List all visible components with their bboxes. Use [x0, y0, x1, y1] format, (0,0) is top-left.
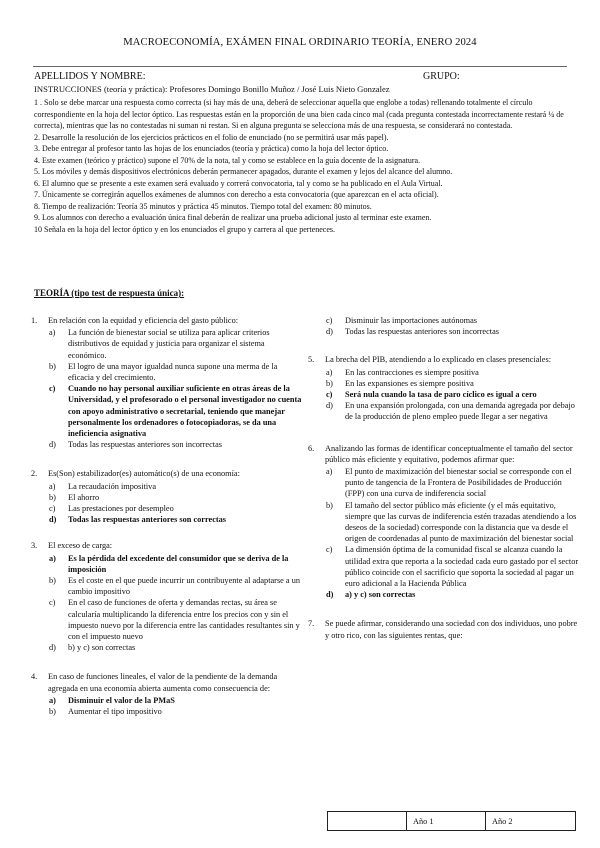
question-text: El exceso de carga: — [48, 541, 113, 551]
answer-option — [31, 481, 302, 492]
option-text: El ahorro — [68, 492, 100, 502]
answer-option — [308, 500, 580, 545]
option-letter: c) — [49, 598, 56, 608]
instructions-heading: INSTRUCCIONES (teoría y práctica): Profesores Domingo Bonillo Muñoz / José Luis Nieto Gonzalez — [34, 84, 390, 94]
answer-option — [308, 389, 580, 400]
option-text: Todas las respuestas anteriores son incorrectas — [68, 440, 223, 450]
answer-option — [308, 315, 580, 326]
question — [308, 618, 580, 640]
question-number: 4. — [31, 672, 38, 682]
option-letter: c) — [326, 316, 333, 325]
answer-option — [31, 597, 302, 642]
section-title: TEORÍA (tipo test de respuesta única): — [34, 288, 185, 298]
question-number: 7. — [308, 619, 315, 629]
answer-option — [31, 439, 302, 450]
question-text: En caso de funciones lineales, el valor de la pendiente de la demanda agregada en una economía abierta aumenta como consecuencia de: — [48, 672, 278, 693]
answer-option — [31, 503, 302, 514]
instruction-item: 9. Los alumnos con derecho a evaluación única final deberán de realizar una prueba adicional justo al terminar este examen. — [34, 213, 432, 222]
option-text: La recaudación impositiva — [68, 481, 157, 491]
answer-option — [31, 553, 302, 575]
question-text: Se puede afirmar, considerando una sociedad con dos individuos, uno pobre y otro rico, con las siguientes rentas, que: — [325, 619, 578, 640]
answer-option — [308, 589, 580, 600]
name-label: APELLIDOS Y NOMBRE: — [34, 71, 146, 82]
option-letter: b) — [326, 500, 333, 510]
option-letter: c) — [326, 390, 333, 400]
answer-option — [308, 367, 580, 378]
option-letter: d) — [326, 327, 333, 337]
option-text: b) y c) son correctas — [68, 643, 136, 653]
answer-option — [31, 361, 302, 383]
option-text: Todas las respuestas anteriores son incorrectas — [345, 327, 500, 337]
option-letter: b) — [49, 576, 56, 586]
option-letter: c) — [326, 545, 333, 555]
option-text: El logro de una mayor igualdad nunca supone una merma de la eficacia y del crecimiento. — [68, 361, 278, 383]
question — [31, 315, 302, 450]
answer-option — [31, 492, 302, 503]
question-number: 6. — [308, 443, 315, 453]
question-number: 5. — [308, 355, 315, 365]
option-text: El punto de maximización del bienestar social se corresponde con el punto de tangencia de la Frontera de Posibilidades de Producción (FPP) con una curva de indiferencia social — [345, 467, 572, 499]
left-column — [31, 315, 302, 717]
answer-option — [308, 400, 580, 422]
exam-title: MACROECONOMÍA, EXÁMEN FINAL ORDINARIO TEORÍA, ENERO 2024 — [123, 37, 477, 48]
option-text: En una expansión prolongada, con una demanda agregada por debajo de la producción de pleno empleo puede llegar a ser negativa — [345, 401, 575, 422]
instruction-item: 8. Tiempo de realización: Teoría 35 minutos y práctica 45 minutos. Tiempo total del examen: 80 minutos. — [34, 201, 372, 211]
option-text: Disminuir el valor de la PMaS — [68, 695, 175, 705]
answer-option — [308, 378, 580, 389]
instruction-item: 1 . Solo se debe marcar una respuesta como correcta (si hay más de una, deberá de seleccionar aquella que englobe a todas) rellenando totalmente el círculo correspondiente en la hoja del lector óptico. Las respuestas están en la proporción de una bien cada cinco mal (cada pregunta contestada incorrectamente restará ¼ de correcta), mientras que las no contestadas ni suman ni restan. Si en alguna pregunta se selecciona más de una respuesta, se considerará no contestada. — [34, 98, 564, 130]
option-text: En las contracciones es siempre positiva — [345, 367, 479, 377]
option-letter: b) — [326, 378, 333, 388]
instruction-item: 3. Debe entregar al profesor tanto las hojas de los enunciados (teoría y práctica) como la hoja del lector óptico. — [34, 144, 389, 153]
answer-option — [31, 695, 302, 706]
answer-option — [31, 383, 302, 439]
answer-option — [31, 327, 302, 361]
question-4-continued — [308, 315, 580, 337]
option-text: La función de bienestar social se utiliza para aplicar criterios distributivos de equidad y justicia para organizar el sistema económico. — [68, 328, 270, 360]
option-text: Las prestaciones por desempleo — [68, 504, 174, 514]
answer-option — [31, 575, 302, 597]
option-letter: b) — [49, 361, 56, 371]
instruction-item: 4. Este examen (teórico y práctico) supone el 70% de la nota, tal y como se establece en la guía docente de la asignatura. — [34, 155, 421, 165]
option-text: La dimensión óptima de la comunidad fiscal se alcanza cuando la utilidad extra que reporta a la sociedad cada euro gastado por el sector público coincide con el sacrificio que soporta la sociedad al pagar un euro adicional a la Hacienda Pública — [345, 545, 579, 589]
answer-option — [31, 514, 302, 525]
option-letter: a) — [326, 467, 333, 477]
option-letter: d) — [49, 515, 57, 525]
table-header-cell: Año 2 — [486, 812, 576, 831]
right-column — [308, 315, 580, 642]
option-text: Disminuir las importaciones autónomas — [345, 316, 478, 325]
option-letter: d) — [49, 643, 56, 653]
option-letter: a) — [49, 481, 56, 491]
question — [308, 354, 580, 422]
option-letter: d) — [326, 590, 334, 600]
answer-option — [31, 706, 302, 717]
option-text: Aumentar el tipo impositivo — [68, 707, 162, 717]
option-text: Es la pérdida del excedente del consumidor que se deriva de la imposición — [68, 553, 289, 574]
question-number: 2. — [31, 469, 38, 479]
option-letter: d) — [326, 401, 333, 411]
option-letter: b) — [49, 707, 56, 717]
instruction-item: 10 Señala en la hoja del lector óptico y en los enunciados el grupo y carrera al que perteneces. — [34, 224, 335, 234]
instruction-item: 2. Desarrolle la resolución de los ejercicios prácticos en el folio de enunciado (no se permitirá usar más papel). — [34, 132, 389, 142]
question — [31, 671, 302, 717]
option-letter: a) — [49, 328, 56, 338]
option-text: En el caso de funciones de oferta y demandas rectas, su área se calcularía multiplicando la diferencia entre los precios con y sin el impuesto nuevo por la diferencia entre las cantidades resultantes sin y con el impuesto nuevo — [68, 598, 300, 642]
instructions-list — [34, 97, 566, 235]
option-letter: a) — [326, 367, 333, 377]
instruction-item: 6. El alumno que se presente a este examen será evaluado y correrá convocatoria, tal y como se ha publicado en el Aula Virtual. — [34, 178, 443, 188]
answer-option — [308, 326, 580, 337]
option-text: a) y c) son correctas — [345, 590, 416, 600]
option-text: En las expansiones es siempre positiva — [345, 378, 474, 388]
income-table — [327, 811, 576, 831]
option-text: Es el coste en el que puede incurrir un contribuyente al adaptarse a un cambio impositivo — [68, 576, 300, 597]
answer-option — [31, 642, 302, 653]
question-number: 1. — [31, 316, 38, 325]
option-text: Todas las respuestas anteriores son correctas — [68, 515, 227, 525]
table-header-cell — [328, 812, 407, 831]
option-letter: c) — [49, 504, 56, 514]
question-number: 3. — [31, 541, 38, 551]
question — [308, 443, 580, 601]
option-text: El tamaño del sector público más eficiente (y el más equitativo, siempre que las curvas de indiferencia estén trazadas atendiendo a los deseos de la sociedad) corresponde con la distancia que va desde el origen de coordenadas al punto de maximización del bienestar social — [345, 500, 577, 544]
answer-option — [308, 466, 580, 500]
question-text: La brecha del PIB, atendiendo a lo explicado en clases presenciales: — [325, 355, 551, 365]
question-text: Es(Son) estabilizador(es) automático(s) de una economía: — [48, 469, 240, 479]
option-letter: b) — [49, 492, 56, 502]
instruction-item: 7. Únicamente se corregirán aquellos exámenes de alumnos con derecho a esta convocatoria (que aparezcan en el acta oficial). — [34, 190, 439, 199]
option-letter: d) — [49, 440, 56, 450]
group-label: GRUPO: — [423, 71, 460, 82]
option-letter: a) — [49, 553, 56, 563]
instruction-item: 5. Los móviles y demás dispositivos electrónicos deberán permanecer apagados, durante el examen y lejos del alcance del alumno. — [34, 167, 453, 176]
option-letter: a) — [49, 695, 56, 705]
question-text: Analizando las formas de identificar conceptualmente el tamaño del sector público más eficiente y equitativo, podemos afirmar que: — [325, 443, 573, 464]
question-text: En relación con la equidad y eficiencia del gasto público: — [48, 316, 239, 325]
table-header-cell: Año 1 — [407, 812, 486, 831]
option-letter: c) — [49, 384, 56, 394]
option-text: Será nula cuando la tasa de paro cíclico es igual a cero — [345, 390, 537, 400]
question — [31, 540, 302, 653]
header-divider — [33, 66, 567, 67]
option-text: Cuando no hay personal auxiliar suficiente en otras áreas de la Universidad, y el profesorado o el personal investigador no cuenta con apoyo administrativo o secretarial, teniendo que manejar personalmente los ordenadores o fotocopiadoras, se da una ineficiencia asignativa — [68, 384, 302, 439]
question — [31, 468, 302, 525]
answer-option — [308, 544, 580, 589]
table-row — [328, 812, 576, 831]
